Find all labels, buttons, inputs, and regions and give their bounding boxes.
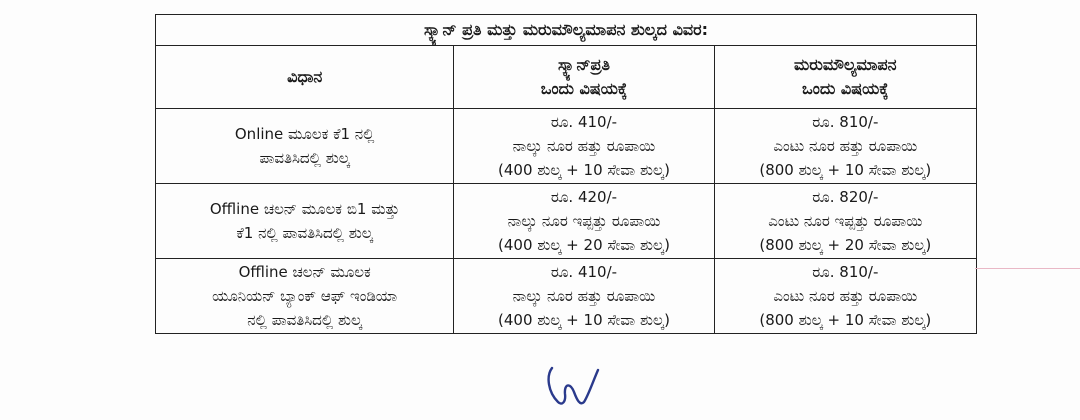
method-line: Online ಮೂಲಕ ಕೆ1 ನಲ್ಲಿ — [234, 125, 375, 143]
method-line: ಯೂನಿಯನ್ ಬ್ಯಾಂಕ್ ಆಫ್ ಇಂಡಿಯಾ — [212, 287, 398, 305]
table-row — [156, 109, 977, 184]
method-cell — [156, 109, 454, 184]
method-line: ಕೆ1 ನಲ್ಲಿ ಪಾವತಿಸಿದಲ್ಲಿ ಶುಲ್ಕ — [236, 224, 373, 242]
method-cell — [156, 184, 454, 259]
table-title: ಸ್ಕ್ಯಾನ್ ಪ್ರತಿ ಮತ್ತು ಮರುಮೌಲ್ಯಮಾಪನ ಶುಲ್ಕದ ವಿವರ: — [156, 15, 977, 46]
scan-fee-cell — [454, 184, 714, 259]
reval-fee-cell — [714, 109, 976, 184]
reval-fee-cell — [714, 184, 976, 259]
scan-amount: ರೂ. 410/- — [550, 263, 618, 281]
scan-fee-cell — [454, 109, 714, 184]
reval-fee-cell — [714, 259, 976, 334]
reval-fee-breakup: (800 ಶುಲ್ಕ + 10 ಸೇವಾ ಶುಲ್ಕ) — [759, 161, 932, 179]
table-row — [156, 259, 977, 334]
fee-table — [155, 14, 977, 334]
header-scan-line2: ಒಂದು ವಿಷಯಕ್ಕೆ — [540, 79, 628, 98]
method-line: ನಲ್ಲಿ ಪಾವತಿಸಿದಲ್ಲಿ ಶುಲ್ಕ — [247, 311, 363, 329]
reval-fee-breakup: (800 ಶುಲ್ಕ + 10 ಸೇವಾ ಶುಲ್ಕ) — [759, 311, 932, 329]
reval-fee-breakup: (800 ಶುಲ್ಕ + 20 ಸೇವಾ ಶುಲ್ಕ) — [759, 236, 932, 254]
reval-amount-words: ಎಂಟು ನೂರ ಇಪ್ಪತ್ತು ರೂಪಾಯಿ — [768, 212, 923, 230]
scan-amount-words: ನಾಲ್ಕು ನೂರ ಹತ್ತು ರೂಪಾಯಿ — [512, 137, 656, 155]
header-reval-line1: ಮರುಮೌಲ್ಯಮಾಪನ — [794, 55, 897, 74]
scan-amount-words: ನಾಲ್ಕು ನೂರ ಹತ್ತು ರೂಪಾಯಿ — [512, 287, 656, 305]
header-scan-copy — [454, 46, 714, 109]
header-reval-line2: ಒಂದು ವಿಷಯಕ್ಕೆ — [802, 79, 889, 98]
reval-amount-words: ಎಂಟು ನೂರ ಹತ್ತು ರೂಪಾಯಿ — [773, 287, 918, 305]
scan-amount-words: ನಾಲ್ಕು ನೂರ ಇಪ್ಪತ್ತು ರೂಪಾಯಿ — [507, 212, 661, 230]
scan-fee-breakup: (400 ಶುಲ್ಕ + 10 ಸೇವಾ ಶುಲ್ಕ) — [498, 311, 670, 329]
reval-amount: ರೂ. 810/- — [812, 263, 879, 281]
reval-amount: ರೂ. 810/- — [812, 113, 879, 131]
scan-amount: ರೂ. 410/- — [550, 113, 618, 131]
scan-fee-cell — [454, 259, 714, 334]
method-cell — [156, 259, 454, 334]
margin-line — [975, 268, 1080, 269]
header-scan-line1: ಸ್ಕ್ಯಾನ್‌ಪ್ರತಿ — [557, 55, 610, 74]
reval-amount: ರೂ. 820/- — [812, 188, 879, 206]
scan-fee-breakup: (400 ಶುಲ್ಕ + 10 ಸೇವಾ ಶುಲ್ಕ) — [498, 161, 670, 179]
scan-fee-breakup: (400 ಶುಲ್ಕ + 20 ಸೇವಾ ಶುಲ್ಕ) — [498, 236, 670, 254]
reval-amount-words: ಎಂಟು ನೂರ ಹತ್ತು ರೂಪಾಯಿ — [773, 137, 918, 155]
method-line: Offline ಚಲನ್ ಮೂಲಕ — [238, 263, 371, 281]
handwritten-signature-icon — [540, 362, 610, 410]
title-row — [156, 15, 977, 46]
scan-amount: ರೂ. 420/- — [550, 188, 618, 206]
table-row — [156, 184, 977, 259]
method-line: ಪಾವತಿಸಿದಲ್ಲಿ ಶುಲ್ಕ — [259, 149, 350, 167]
method-line: Offline ಚಲನ್ ಮೂಲಕ ಬಿ1 ಮತ್ತು — [209, 200, 400, 218]
header-row — [156, 46, 977, 109]
header-method: ವಿಧಾನ — [156, 46, 454, 109]
header-revaluation — [714, 46, 976, 109]
